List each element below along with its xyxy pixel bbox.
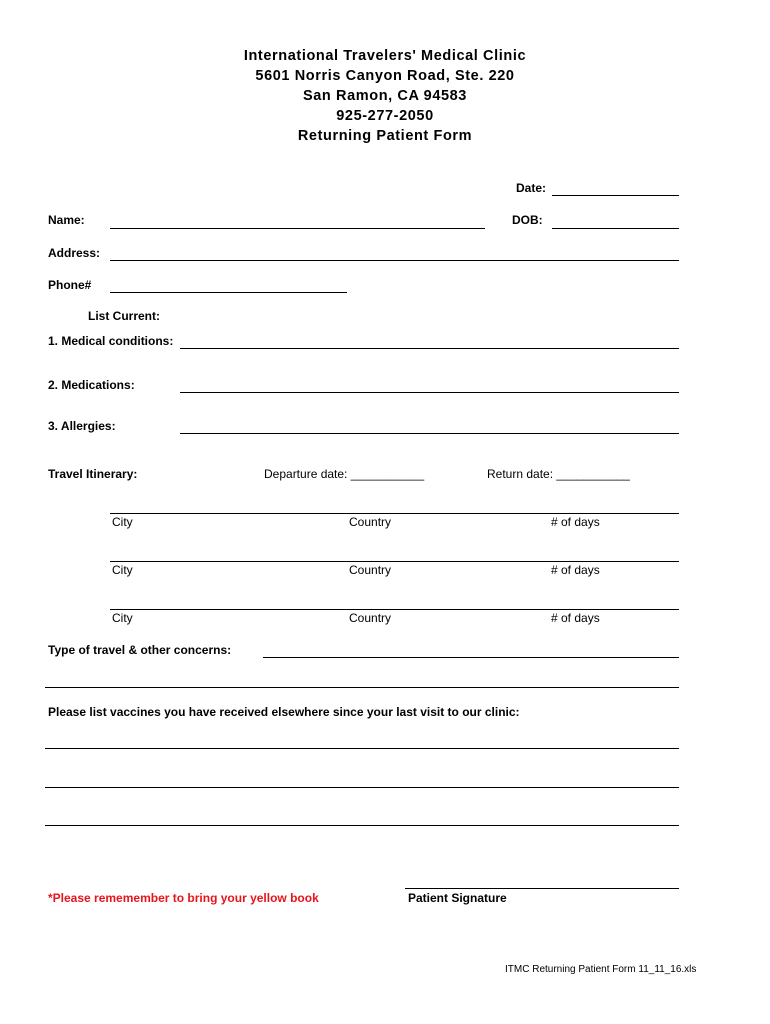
- clinic-phone: 925-277-2050: [336, 108, 434, 124]
- itinerary-row-2-city: City: [112, 563, 133, 577]
- vaccines-line-3[interactable]: [45, 825, 679, 826]
- itinerary-row-2-country: Country: [349, 563, 392, 577]
- clinic-city-state-zip: San Ramon, CA 94583: [303, 88, 467, 104]
- travel-concerns-label: Type of travel & other concerns:: [48, 643, 232, 657]
- clinic-name: International Travelers' Medical Clinic: [243, 48, 527, 64]
- medications-label: 2. Medications:: [48, 378, 135, 392]
- allergies-field[interactable]: [180, 433, 679, 434]
- itinerary-row-2-line[interactable]: [110, 561, 679, 562]
- itinerary-row-1-line[interactable]: [110, 513, 679, 514]
- dob-label: DOB:: [512, 213, 543, 227]
- name-field[interactable]: [110, 228, 485, 229]
- name-label: Name:: [48, 213, 85, 227]
- itinerary-row-1-city: City: [112, 515, 133, 529]
- medications-field[interactable]: [180, 392, 679, 393]
- departure-date-field[interactable]: Departure date: ___________: [264, 467, 425, 481]
- itinerary-row-1-country: Country: [349, 515, 392, 529]
- clinic-street: 5601 Norris Canyon Road, Ste. 220: [255, 68, 515, 84]
- phone-label: Phone#: [48, 278, 92, 292]
- itinerary-row-3-line[interactable]: [110, 609, 679, 610]
- address-field[interactable]: [110, 260, 679, 261]
- itinerary-row-3-days: # of days: [551, 611, 600, 625]
- signature-field[interactable]: [405, 888, 679, 889]
- clinic-header: [0, 46, 770, 146]
- itinerary-row-2-days: # of days: [551, 563, 600, 577]
- allergies-label: 3. Allergies:: [48, 419, 116, 433]
- itinerary-row-1-days: # of days: [551, 515, 600, 529]
- date-label: Date:: [516, 181, 547, 195]
- itinerary-row-3-city: City: [112, 611, 133, 625]
- dob-field[interactable]: [552, 228, 679, 229]
- vaccines-line-1[interactable]: [45, 748, 679, 749]
- signature-label: Patient Signature: [408, 891, 507, 905]
- vaccines-prompt: Please list vaccines you have received elsewhere since your last visit to our clinic:: [48, 705, 520, 719]
- medical-conditions-label: 1. Medical conditions:: [48, 334, 174, 348]
- address-label: Address:: [48, 246, 101, 260]
- form-title: Returning Patient Form: [297, 128, 473, 144]
- yellow-book-reminder: *Please rememember to bring your yellow book: [48, 891, 319, 905]
- form-footer: ITMC Returning Patient Form 11_11_16.xls: [505, 964, 697, 975]
- travel-concerns-extra-line[interactable]: [45, 687, 679, 688]
- vaccines-line-2[interactable]: [45, 787, 679, 788]
- phone-field[interactable]: [110, 292, 347, 293]
- itinerary-row-3-country: Country: [349, 611, 392, 625]
- list-current-label: List Current:: [88, 309, 160, 323]
- travel-concerns-field[interactable]: [263, 657, 679, 658]
- return-date-field[interactable]: Return date: ___________: [487, 467, 630, 481]
- date-field[interactable]: [552, 195, 679, 196]
- travel-itinerary-label: Travel Itinerary:: [48, 467, 138, 481]
- medical-conditions-field[interactable]: [180, 348, 679, 349]
